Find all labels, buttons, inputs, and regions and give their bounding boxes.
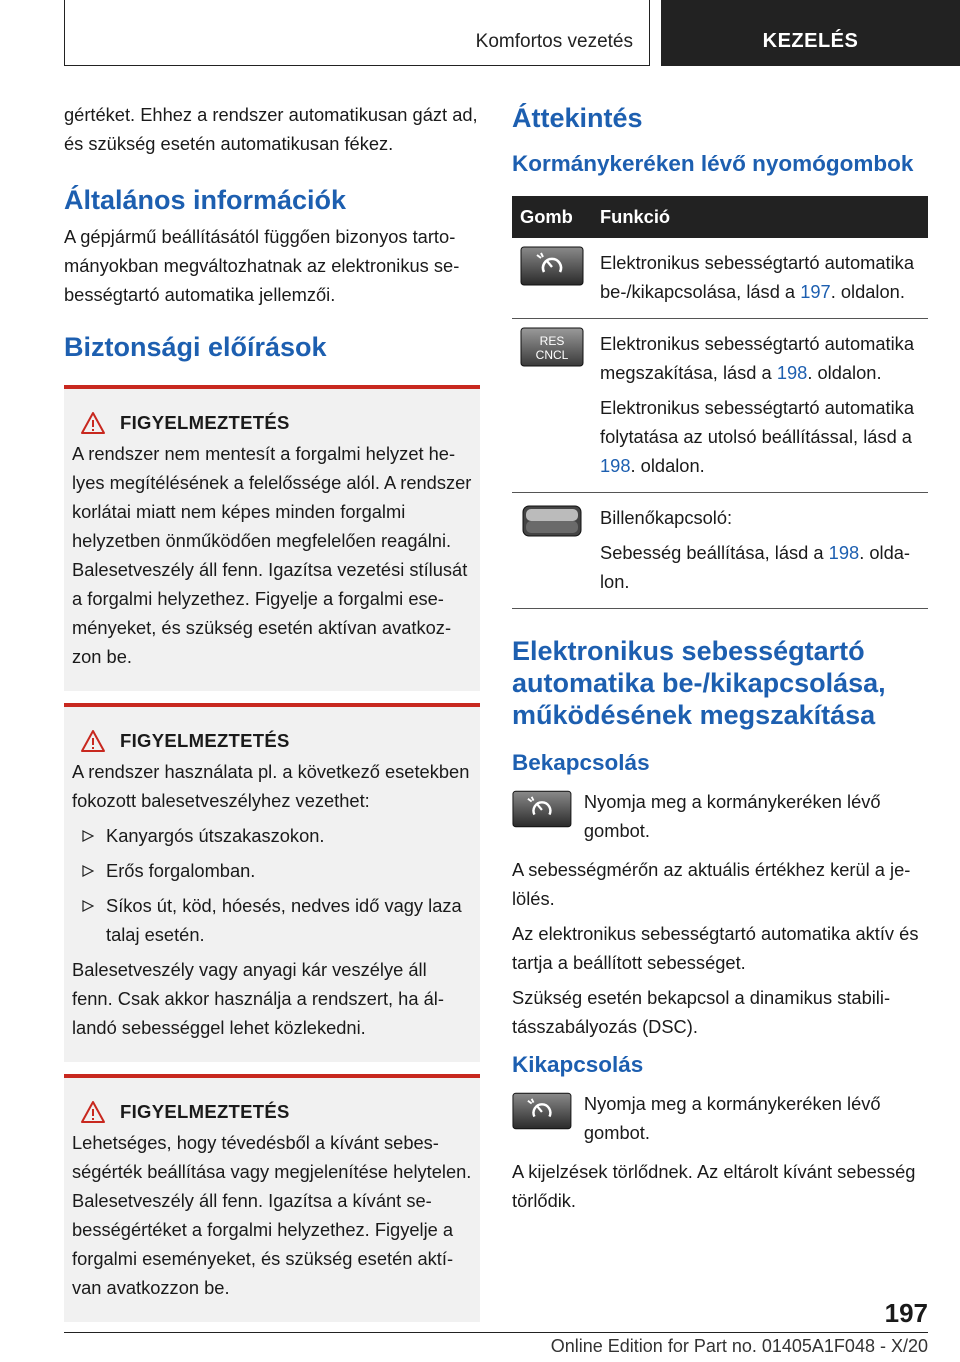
warning-outro: Balesetveszély vagy anyagi kár veszélye áll fenn. Csak akkor használja a rendszert, ha állandó sebességgel lehet közlekedni. bbox=[72, 959, 444, 1038]
warning-title: FIGYELMEZTETÉS bbox=[120, 730, 290, 751]
switch-off-instruction bbox=[512, 1089, 928, 1147]
switch-off-para-1: A kijelzések törlődnek. Az eltárolt kívánt sebesség törlődik. bbox=[512, 1161, 916, 1211]
warning-list bbox=[72, 821, 472, 949]
table-header-function: Funkció bbox=[592, 196, 928, 238]
table-row: Elektronikus sebességtartó automatika be-/kikapcsolása, lásd a 197. oldalon. bbox=[512, 238, 928, 319]
intro-paragraph: gértéket. Ehhez a rendszer automatikusan gázt ad, és szükség esetén automatikusan fékez. bbox=[64, 104, 478, 154]
bullet-triangle-icon bbox=[82, 900, 94, 912]
list-item: Erős forgalomban. bbox=[72, 856, 472, 885]
header-section-title: Komfortos vezetés bbox=[475, 31, 633, 52]
heading-switch-off: Kikapcsolás bbox=[512, 1052, 644, 1077]
heading-general: Általános információk bbox=[64, 185, 347, 215]
svg-text:RES: RES bbox=[539, 334, 565, 348]
bullet-triangle-icon bbox=[82, 865, 94, 877]
switch-on-instruction bbox=[512, 787, 928, 845]
table-row: Billenőkapcsoló: Sebesség beállítása, lásd a 198. oldalon. bbox=[512, 493, 928, 609]
res-cncl-button-icon bbox=[520, 327, 584, 367]
header-section-box bbox=[64, 0, 650, 66]
switch-on-para-1: A sebességmérőn az aktuális értékhez kerül a jelölés. bbox=[512, 859, 911, 909]
page-link[interactable]: 198 bbox=[600, 455, 631, 476]
warning-box-2 bbox=[64, 703, 480, 1062]
rocker-switch-icon bbox=[520, 501, 584, 541]
footer-edition: Online Edition for Part no. 01405A1F048 - X/20 bbox=[550, 1336, 928, 1356]
page-link[interactable]: 198 bbox=[776, 362, 808, 383]
warning-box-3 bbox=[64, 1074, 480, 1322]
switch-on-para-3: Szükség esetén bekapcsol a dinamikus stabilitásszabályozás (DSC). bbox=[512, 987, 891, 1037]
warning-box-1 bbox=[64, 385, 480, 691]
switch-on-text: Nyomja meg a kormánykeréken lévő gombot. bbox=[583, 791, 881, 841]
warning-title: FIGYELMEZTETÉS bbox=[120, 1101, 290, 1122]
switch-off-text: Nyomja meg a kormánykeréken lévő gombot. bbox=[583, 1093, 881, 1143]
header-chapter-tab: KEZELÉS bbox=[661, 0, 960, 66]
bullet-triangle-icon bbox=[82, 830, 94, 842]
cruise-control-button-icon bbox=[520, 246, 584, 286]
heading-switch-on: Bekapcsolás bbox=[512, 750, 650, 775]
warning-intro: A rendszer használata pl. a következő esetekben fokozott balesetveszélyhez vezethet: bbox=[72, 761, 470, 811]
table-row: RES CNCL Elektronikus sebességtartó automatika megszakítása, lásd a 198. oldalon. Elektronikus sebességtartó automatika folytatása az utolsó beállítással, lásd a 198. oldalon. bbox=[512, 319, 928, 493]
heading-steering-buttons: Kormánykeréken lévő nyomógombok bbox=[512, 151, 914, 176]
warning-text: Lehetséges, hogy tévedésből a kívánt sebességérték beállítása vagy megjelenítése helytelen. Balesetveszély áll fenn. Igazítsa a kívánt sebességértéket a forgalmi helyzethez. Figyelje a forgalmi eseményeket, és szükség esetén aktívan avatkozzon be. bbox=[72, 1132, 472, 1298]
page-link[interactable]: 198 bbox=[828, 542, 860, 563]
warning-triangle-icon bbox=[80, 1100, 106, 1124]
left-column bbox=[64, 100, 480, 1334]
warning-title: FIGYELMEZTETÉS bbox=[120, 412, 290, 433]
page-header bbox=[0, 0, 960, 66]
list-item: Síkos út, köd, hóesés, nedves idő vagy laza talaj esetén. bbox=[72, 891, 472, 949]
warning-text: A rendszer nem mentesít a forgalmi helyzet helyes megítélésének a felelőssége alól. A rendszer korlátai miatt nem képes minden forgalmi helyzetben önműködően megfelelően reagálni. Balesetveszély áll fenn. Igazítsa vezetési stílusát a forgalmi helyzethez. Figyelje a forgalmi eseményeket, és szükség esetén aktívan avatkozzon be. bbox=[72, 443, 472, 667]
switch-on-para-2: Az elektronikus sebességtartó automatika aktív és tartja a beállított sebességet. bbox=[512, 923, 919, 973]
heading-overview: Áttekintés bbox=[512, 103, 643, 133]
svg-text:CNCL: CNCL bbox=[535, 348, 569, 362]
warning-triangle-icon bbox=[80, 729, 106, 753]
table-header-button: Gomb bbox=[512, 196, 592, 238]
footer-divider bbox=[64, 1332, 928, 1333]
heading-safety: Biztonsági előírások bbox=[64, 332, 327, 362]
list-item: Kanyargós útszakaszokon. bbox=[72, 821, 472, 850]
heading-on-off: Elektronikus sebességtartó automatika be-/kikapcsolása, működésének megszakítása bbox=[512, 636, 886, 730]
cruise-control-button-icon bbox=[512, 1091, 572, 1131]
page-number: 197 bbox=[884, 1298, 928, 1328]
button-function-table bbox=[512, 196, 928, 609]
page-link[interactable]: 197 bbox=[800, 281, 831, 302]
general-paragraph: A gépjármű beállításától függően bizonyos tartományokban megváltozhatnak az elektronikus sebességtartó automatika jellemzői. bbox=[64, 226, 460, 305]
warning-triangle-icon bbox=[80, 411, 106, 435]
right-column bbox=[512, 100, 928, 1221]
cruise-control-button-icon bbox=[512, 789, 572, 829]
